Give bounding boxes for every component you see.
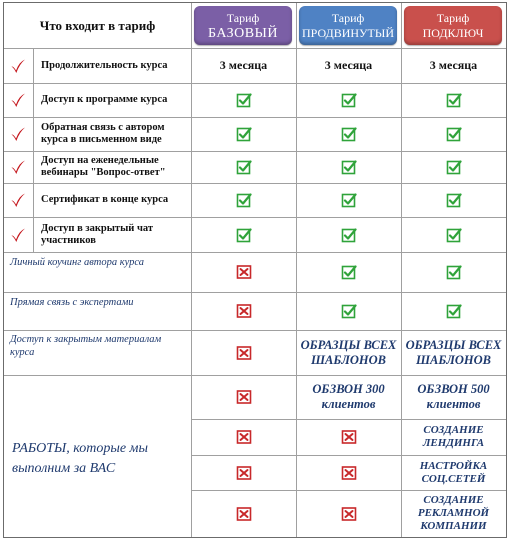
check-icon: [446, 264, 462, 280]
cross-icon: [236, 264, 252, 280]
feature-label: Доступ на еженедельные вебинары "Вопрос-ответ": [41, 155, 166, 178]
check-icon: [446, 192, 462, 208]
cross-icon: [236, 465, 252, 481]
tariff-name: БАЗОВЫЙ: [208, 25, 278, 41]
cross-icon: [236, 506, 252, 522]
check-icon: [341, 192, 357, 208]
check-icon: [236, 227, 252, 243]
cross-icon: [236, 303, 252, 319]
check-icon: [446, 159, 462, 175]
tariff-1-header: [194, 6, 292, 45]
check-icon: [236, 126, 252, 142]
check-icon: [341, 303, 357, 319]
check-icon: [236, 159, 252, 175]
check-icon: [341, 264, 357, 280]
red-tick-icon: [10, 58, 26, 74]
check-icon: [446, 227, 462, 243]
cross-icon: [341, 465, 357, 481]
value-text: ОБЗВОН 500 клиентов: [417, 382, 490, 411]
red-tick-icon: [10, 92, 26, 108]
duration-value: 3 месяца: [324, 58, 373, 72]
tariff-label: Тариф: [436, 10, 470, 25]
check-icon: [446, 126, 462, 142]
feature-label: Личный коучинг автора курса: [10, 257, 145, 268]
tariff-table: [3, 2, 507, 538]
tariff-2-header: [299, 6, 397, 45]
check-icon: [341, 159, 357, 175]
check-icon: [236, 92, 252, 108]
red-tick-icon: [10, 192, 26, 208]
header-title: Что входит в тариф: [39, 17, 156, 33]
red-tick-icon: [10, 227, 26, 243]
works-label: РАБОТЫ, которые мы выполним за ВАС: [12, 441, 148, 476]
check-icon: [236, 192, 252, 208]
value-text: ОБРАЗЦЫ ВСЕХ ШАБЛОНОВ: [405, 337, 502, 367]
cross-icon: [341, 429, 357, 445]
feature-label: Доступ к закрытым материалам курса: [10, 334, 162, 358]
cross-icon: [236, 345, 252, 361]
tariff-label: Тариф: [226, 10, 260, 25]
tariff-3-header: [404, 6, 502, 45]
feature-label: Обратная связь с автором курса в письменном виде: [41, 122, 165, 145]
value-text: СОЗДАНИЕ ЛЕНДИНГА: [422, 424, 485, 449]
red-tick-icon: [10, 159, 26, 175]
feature-label: Прямая связь с экспертами: [10, 297, 134, 308]
column-divider: [401, 3, 402, 537]
value-text: СОЗДАНИЕ РЕКЛАМНОЙ КОМПАНИИ: [417, 494, 490, 532]
red-tick-icon: [10, 126, 26, 142]
check-icon: [446, 92, 462, 108]
cross-icon: [341, 506, 357, 522]
column-divider: [33, 48, 34, 252]
feature-label: Доступ к программе курса: [41, 94, 168, 105]
duration-value: 3 месяца: [429, 58, 478, 72]
cross-icon: [236, 429, 252, 445]
check-icon: [341, 92, 357, 108]
duration-value: 3 месяца: [219, 58, 268, 72]
value-text: ОБЗВОН 300 клиентов: [312, 382, 385, 411]
cross-icon: [236, 389, 252, 405]
feature-label: Продолжительность курса: [41, 59, 168, 71]
tariff-name: ПОДКЛЮЧ: [422, 25, 484, 40]
feature-label: Доступ в закрытый чат участников: [41, 222, 154, 246]
column-divider: [296, 3, 297, 537]
feature-label: Сертификат в конце курса: [41, 194, 169, 205]
tariff-name: ПРОДВИНУТЫЙ: [301, 25, 395, 40]
check-icon: [446, 303, 462, 319]
tariff-label: Тариф: [331, 10, 365, 25]
column-divider: [191, 3, 192, 537]
check-icon: [341, 227, 357, 243]
check-icon: [341, 126, 357, 142]
value-text: НАСТРОЙКА СОЦ.СЕТЕЙ: [419, 459, 488, 485]
value-text: ОБРАЗЦЫ ВСЕХ ШАБЛОНОВ: [300, 337, 397, 367]
